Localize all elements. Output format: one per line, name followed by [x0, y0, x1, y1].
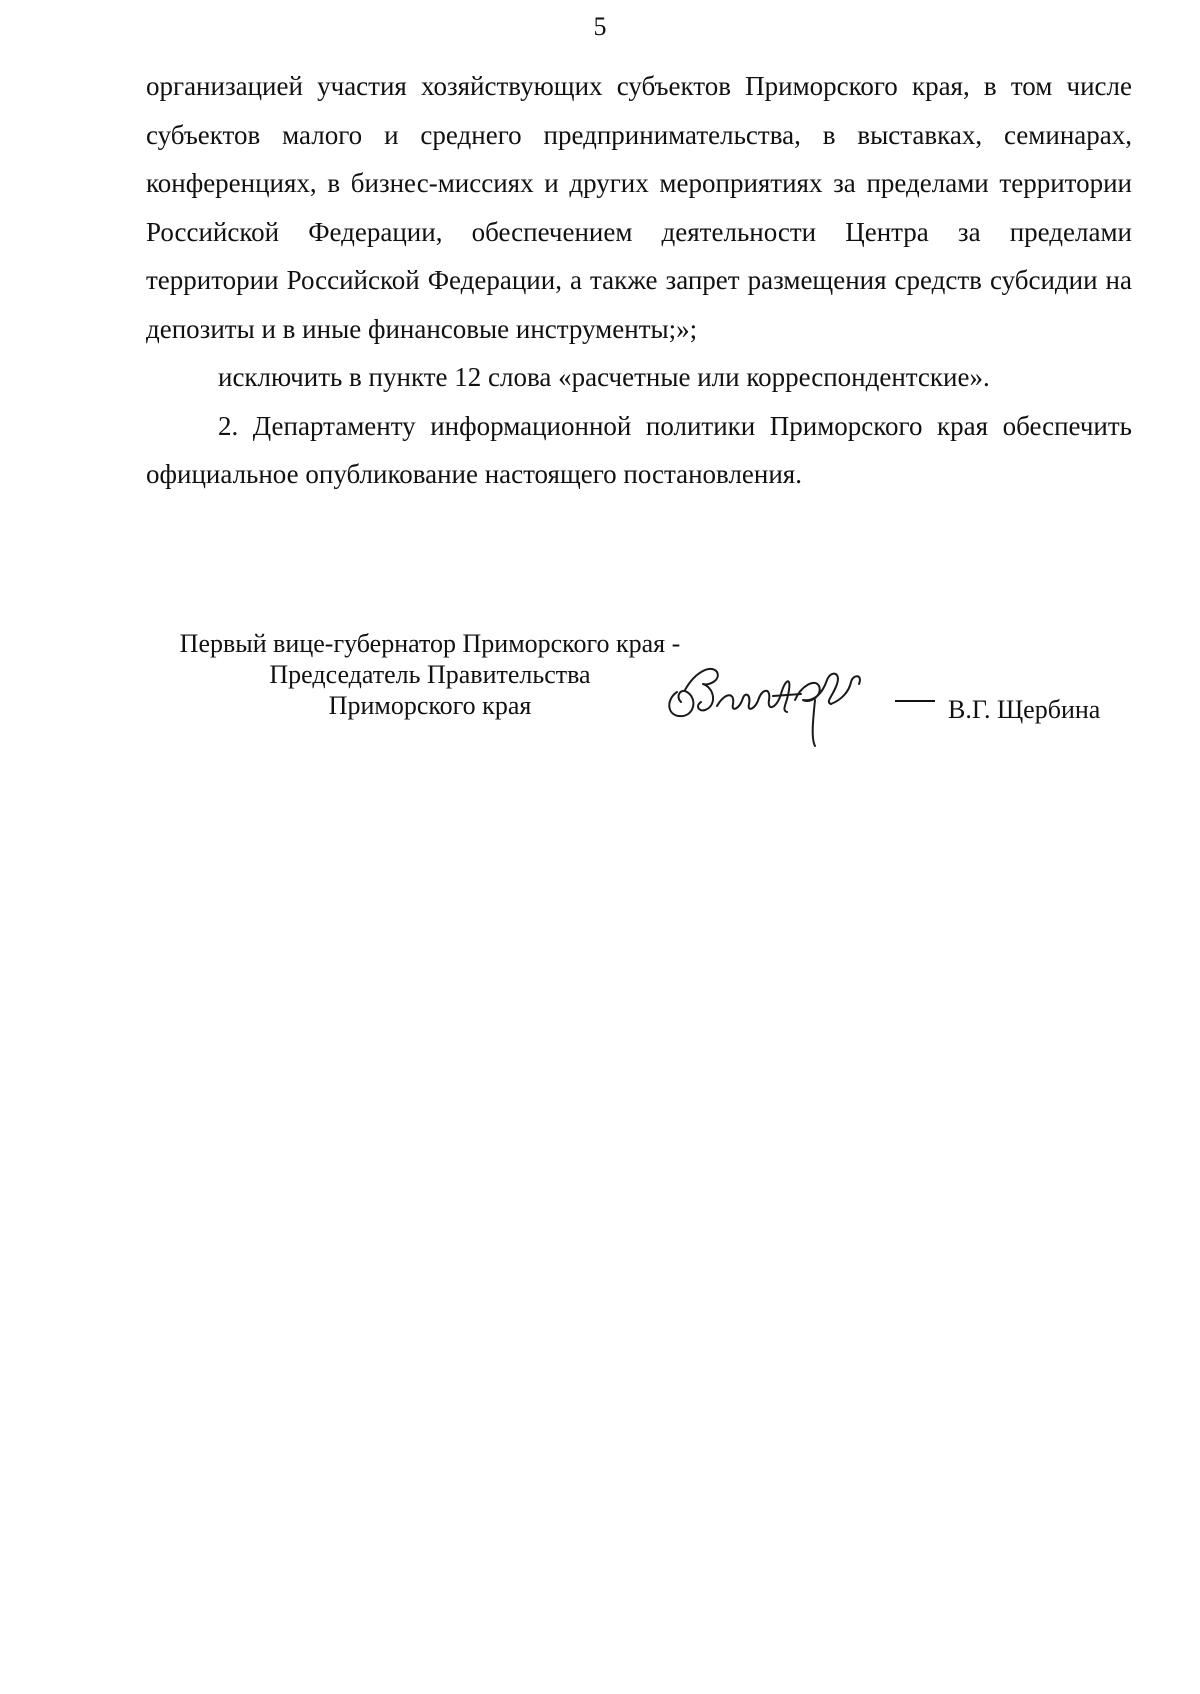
- signatory-title-line-3: Приморского края: [328, 691, 532, 720]
- signature-dash: [895, 700, 935, 702]
- signatory-title-line-1: Первый вице-губернатор Приморского края -: [179, 629, 681, 658]
- signatory-title-line-2: Председатель Правительства: [269, 660, 591, 689]
- signer-name: В.Г. Щербина: [948, 695, 1101, 724]
- paragraph-exclusion: исключить в пункте 12 слова «расчетные или корреспондентские».: [218, 362, 990, 392]
- handwritten-signature: [655, 650, 895, 760]
- paragraph-item-2: 2. Департаменту информационной политики Приморского края обеспечить официальное опубликование настоящего постановления.: [146, 410, 1132, 489]
- document-body: [146, 62, 1132, 499]
- page-number: 5: [593, 12, 607, 41]
- paragraph-continuation: организацией участия хозяйствующих субъектов Приморского края, в том числе субъектов малого и среднего предпринимательства, в выставках, семинарах, конференциях, в бизнес-миссиях и других мероприятиях за пределами территории Российской Федерации, обеспечением деятельности Центра за пределами территории Российской Федерации, а также запрет размещения средств субсидии на депозиты и в иные финансовые инструменты;»;: [146, 71, 1132, 344]
- signatory-title-block: [150, 628, 710, 721]
